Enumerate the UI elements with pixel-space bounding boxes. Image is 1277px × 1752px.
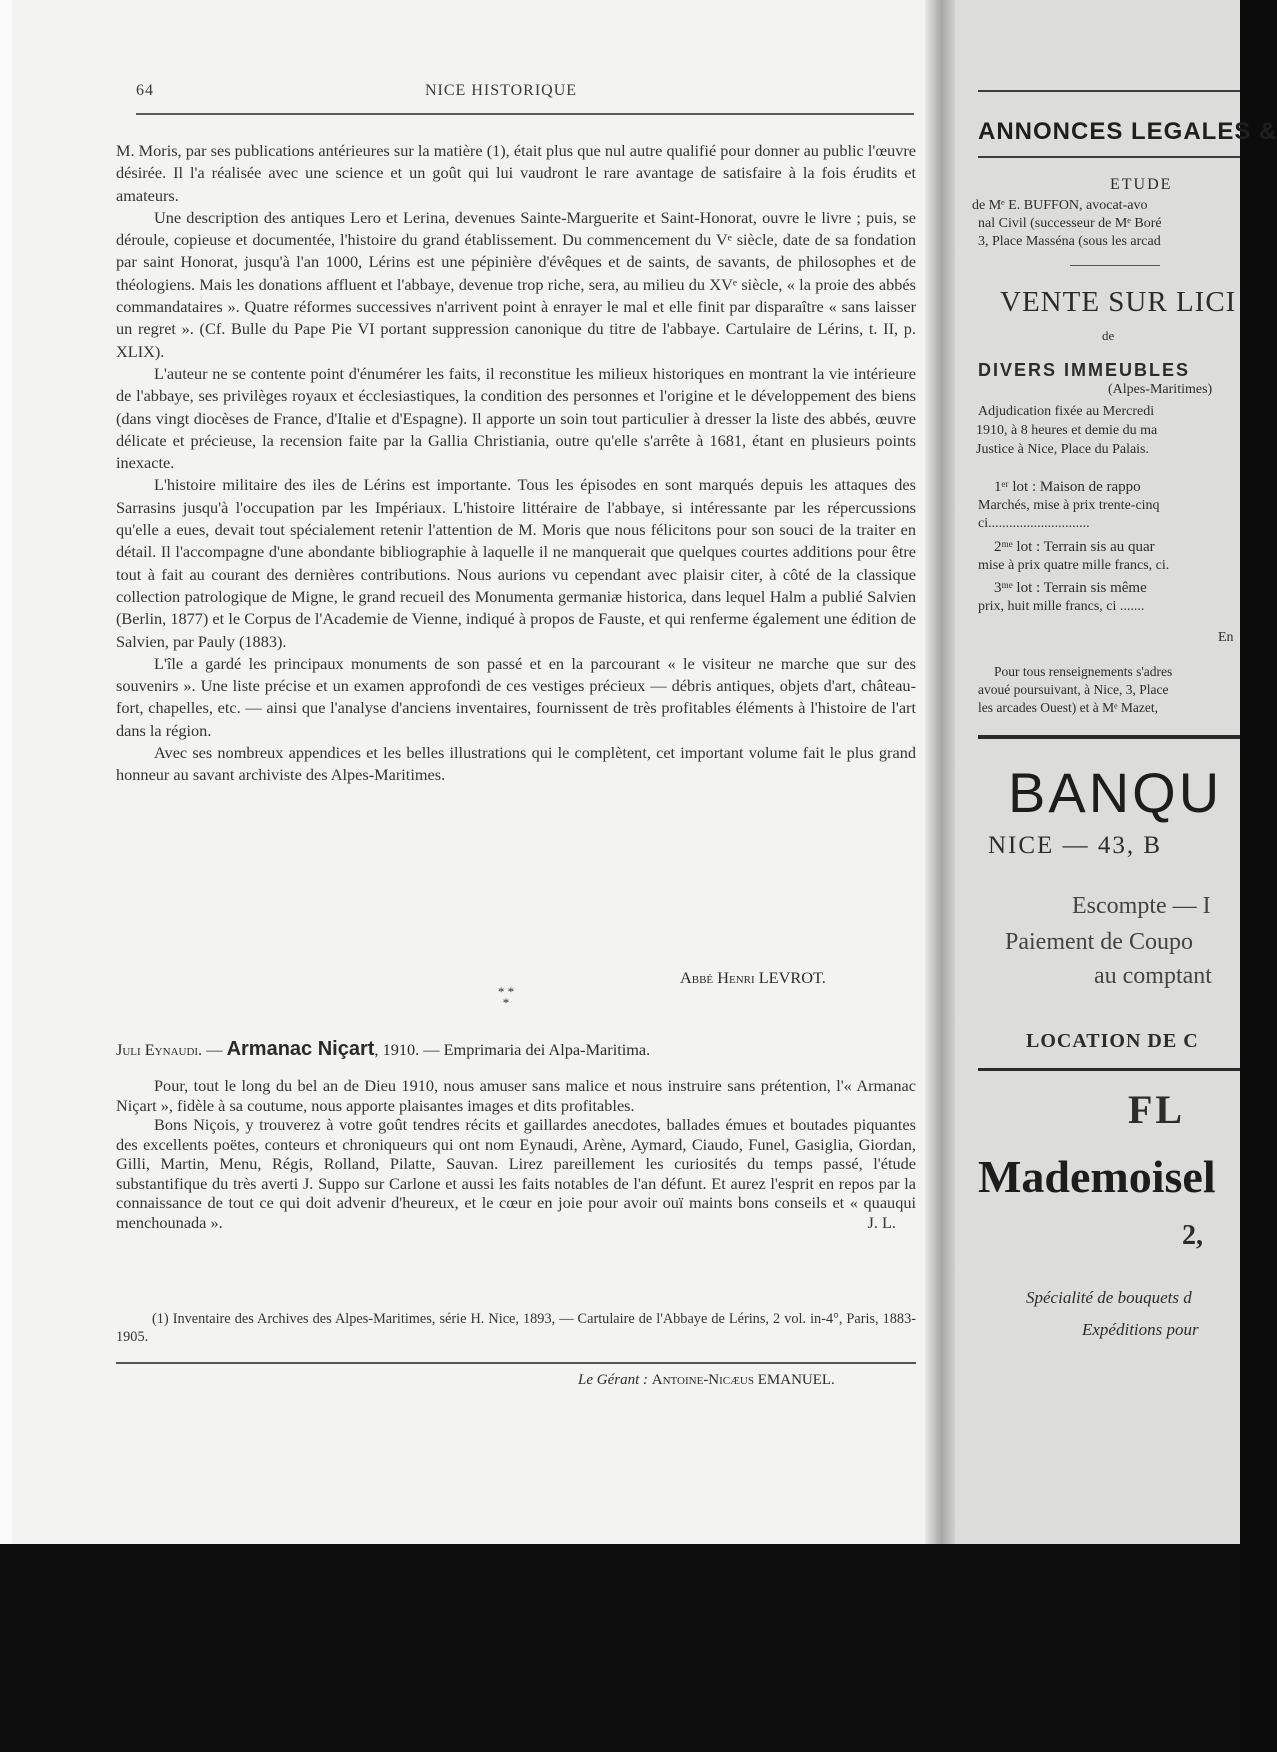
right-top-rule — [978, 90, 1240, 92]
almanac-author: Juli Eynaudi. — [116, 1040, 203, 1059]
almanac-heading: Juli Eynaudi. — Armanac Niçart, 1910. — Emprimaria dei Alpa-Maritima. — [116, 1038, 651, 1060]
right-thick-rule — [978, 735, 1240, 739]
lot-line: mise à prix quatre mille francs, ci. — [978, 558, 1170, 573]
review-paragraph: M. Moris, par ses publications antérieures sur la matière (1), était plus que nul autre qualifié pour donner au public l'œuvre désirée. Il l'a réalisée avec une science et un goût qui lui vaudront le rare avantage de satisfaire à la fois érudits et amateurs. — [116, 141, 916, 205]
escompte-line: Escompte — I — [1072, 893, 1211, 919]
almanac-text — [116, 1076, 916, 1232]
almanac-details: , 1910. — Emprimaria dei Alpa-Maritima. — [374, 1040, 651, 1059]
short-rule — [1070, 265, 1160, 266]
review-paragraph: L'histoire militaire des iles de Lérins est importante. Tous les épisodes en sont marqués depuis les attaques des Sarrasins jusqu'à l'occupation par les Impériaux. L'histoire littéraire de l'abbaye, si intéressante par les répercussions qu'elle a eues, devait tout spécialement retenir l'attention de M. Moris que nous félicitons pour son souci de la traiter en détail. Il l'accompagne d'une abondante bibliographie à laquelle il ne manquerait que quelques courtes additions pour être tout à fait au courant des dernières contributions. Nous aurions vu cependant avec plaisir citer, à côté de la classique collection patrologique de Migne, le grand recueil des Monumenta germaniæ historica, dans lequel Halm a publié Salvien (Berlin, 1877) et le Corpus de l'Academie de Vienne, indiqué à propos de Fauste, et qui renferme également une édition de Salvien, par Pauly (1883). — [116, 475, 916, 651]
review-text — [116, 140, 916, 787]
fl-title: FL — [1128, 1087, 1186, 1132]
lot-line: 3ᵐᵉ lot : Terrain sis même — [994, 580, 1147, 596]
lot-line: 2ᵐᵉ lot : Terrain sis au quar — [994, 539, 1155, 555]
comptant-line: au comptant — [1094, 963, 1212, 989]
region-label: (Alpes-Maritimes) — [1108, 382, 1213, 397]
info-line: avoué poursuivant, à Nice, 3, Place — [978, 682, 1169, 697]
gerant-line — [578, 1372, 835, 1389]
notary-line: de Mᵉ E. BUFFON, avocat-avo — [972, 198, 1148, 213]
adjudication-line: Adjudication fixée au Mercredi — [978, 404, 1155, 419]
scan-background — [0, 1544, 1240, 1752]
info-line: Pour tous renseignements s'adres — [994, 664, 1173, 679]
section-separator: * * * — [497, 984, 515, 1010]
adjudication-line: Justice à Nice, Place du Palais. — [976, 442, 1150, 457]
review-signature: Abbé Henri LEVROT. — [680, 968, 826, 987]
right-rule — [978, 1068, 1240, 1071]
location-heading: LOCATION DE C — [1026, 1030, 1199, 1052]
de-label: de — [1102, 328, 1115, 343]
right-rule — [978, 156, 1240, 158]
almanac-title: Armanac Niçart — [226, 1038, 375, 1060]
sale-title: VENTE SUR LICI — [1000, 286, 1237, 318]
lot-line: 1ᵉʳ lot : Maison de rappo — [994, 479, 1141, 495]
lot-line: ci............................. — [978, 516, 1090, 531]
mademoiselle-title: Mademoisel — [978, 1151, 1216, 1202]
divers-immeubles: DIVERS IMMEUBLES — [978, 360, 1191, 380]
footer-rule — [116, 1362, 916, 1364]
almanac-paragraph: Pour, tout le long du bel an de Dieu 1910, nous amuser sans malice et nous instruire sans prétention, l'« Armanac Niçart », fidèle à sa coutume, nous apporte plaisantes images et dits profitables. — [116, 1076, 916, 1115]
page-number: 64 — [136, 82, 154, 99]
review-paragraph: Une description des antiques Lero et Lerina, devenues Sainte-Marguerite et Saint-Honorat, ouvre le livre ; puis, se déroule, copieuse et documentée, l'histoire du grand établissement. Du commencement du Vᵉ siècle, date de sa fondation par saint Honorat, jusqu'à l'an 1000, Lérins est une pépinière d'évêques et de saints, de savants, de philosophes et de théologiens. Mais les donations affluent et l'abbaye, devenue trop riche, sera, au milieu du XVᵉ siècle, « la proie des abbés commandataires ». Quatre réformes successives n'arrivent point à enrayer le mal et elle finit par disparaître « sans laisser un regret ». (Cf. Bulle du Pape Pie VI portant suppression canonique du titre de l'abbaye. Cartulaire de Lérins, t. II, p. XLIX). — [116, 207, 916, 361]
expeditions-line: Expéditions pour — [1082, 1320, 1199, 1339]
footnote: (1) Inventaire des Archives des Alpes-Maritimes, série H. Nice, 1893, — Cartulaire de l'Abbaye de Lérins, 2 vol. in-4°, Paris, 1883-1905. — [116, 1311, 916, 1345]
notary-line: nal Civil (successeur de Mᵉ Boré — [978, 216, 1162, 231]
header-rule — [136, 113, 914, 115]
adjudication-line: 1910, à 8 heures et demie du ma — [976, 423, 1158, 438]
almanac-initials: J. L. — [867, 1212, 896, 1232]
specialite-line: Spécialité de bouquets d — [1026, 1288, 1192, 1307]
book-gutter — [925, 0, 955, 1544]
running-title: NICE HISTORIQUE — [425, 82, 578, 99]
almanac-paragraph: Bons Niçois, y trouverez à votre goût tendres récits et gaillardes anecdotes, ballades émues et boutades piquantes des excellents poëtes, conteurs et chroniqueurs qui ont nom Eynaudi, Arène, Aymard, Ciaudo, Funel, Gasiglia, Giordan, Gilli, Martin, Menu, Régis, Rolland, Pilatte, Sauvan. Lirez pareillement les curiosités du temps passé, l'étude substantifique du très averti J. Suppo sur Carlone et aussi les faits notables de l'an défunt. Et aurez l'esprit en repos par la connaissance de tout ce qui doit advenir d'heureux, et le cœur en joie pour avoir ouï maints bons conseils et « quauqui menchounada ». J. L. — [116, 1115, 916, 1232]
review-paragraph: L'île a gardé les principaux monuments de son passé et en la parcourant « le visiteur ne marche que sur des souvenirs ». Une liste précise et un examen approfondi de ces vestiges précieux — débris antiques, objets d'art, château-fort, chapelles, etc. — ainsi que l'analyse d'anciens inventaires, fournissent de très profitables éléments à l'histoire de l'art dans la région. — [116, 653, 916, 740]
lot-line: Marchés, mise à prix trente-cinq — [978, 498, 1160, 513]
notary-line: 3, Place Masséna (sous les arcad — [978, 234, 1161, 249]
review-paragraph: L'auteur ne se contente point d'énumérer les faits, il reconstitue les milieux historiques en montrant la vie intérieure de l'abbaye, ses privilèges royaux et écclesiastiques, la condition des personnes et l'origine et le développement des biens (dans vingt diocèses de France, d'Italie et d'Espagne). Il apporte un soin tout particulier à dresser la liste des abbés, œuvre délicate et précieuse, la recension faite par la Gallia Christiania, outre qu'elle s'arrête à 1681, étant en plusieurs points inexacte. — [116, 363, 916, 473]
annonces-heading: ANNONCES LEGALES & — [978, 118, 1277, 145]
bank-city: NICE — 43, B — [988, 832, 1162, 859]
bank-title: BANQU — [1008, 761, 1223, 824]
gerant-name: Antoine-Nicæus EMANUEL. — [651, 1372, 835, 1388]
gerant-label: Le Gérant : — [578, 1372, 648, 1388]
paiement-line: Paiement de Coupo — [1005, 929, 1193, 955]
review-paragraph: Avec ses nombreux appendices et les belles illustrations qui le complètent, cet important volume fait le plus grand honneur au savant archiviste des Alpes-Maritimes. — [116, 743, 916, 785]
lot-line: prix, huit mille francs, ci ....... — [978, 599, 1145, 614]
address-number: 2, — [1182, 1220, 1203, 1251]
en-label: En — [1218, 630, 1234, 645]
etude-label: ETUDE — [1110, 176, 1173, 193]
info-line: les arcades Ouest) et à Mᵉ Mazet, — [978, 700, 1159, 715]
